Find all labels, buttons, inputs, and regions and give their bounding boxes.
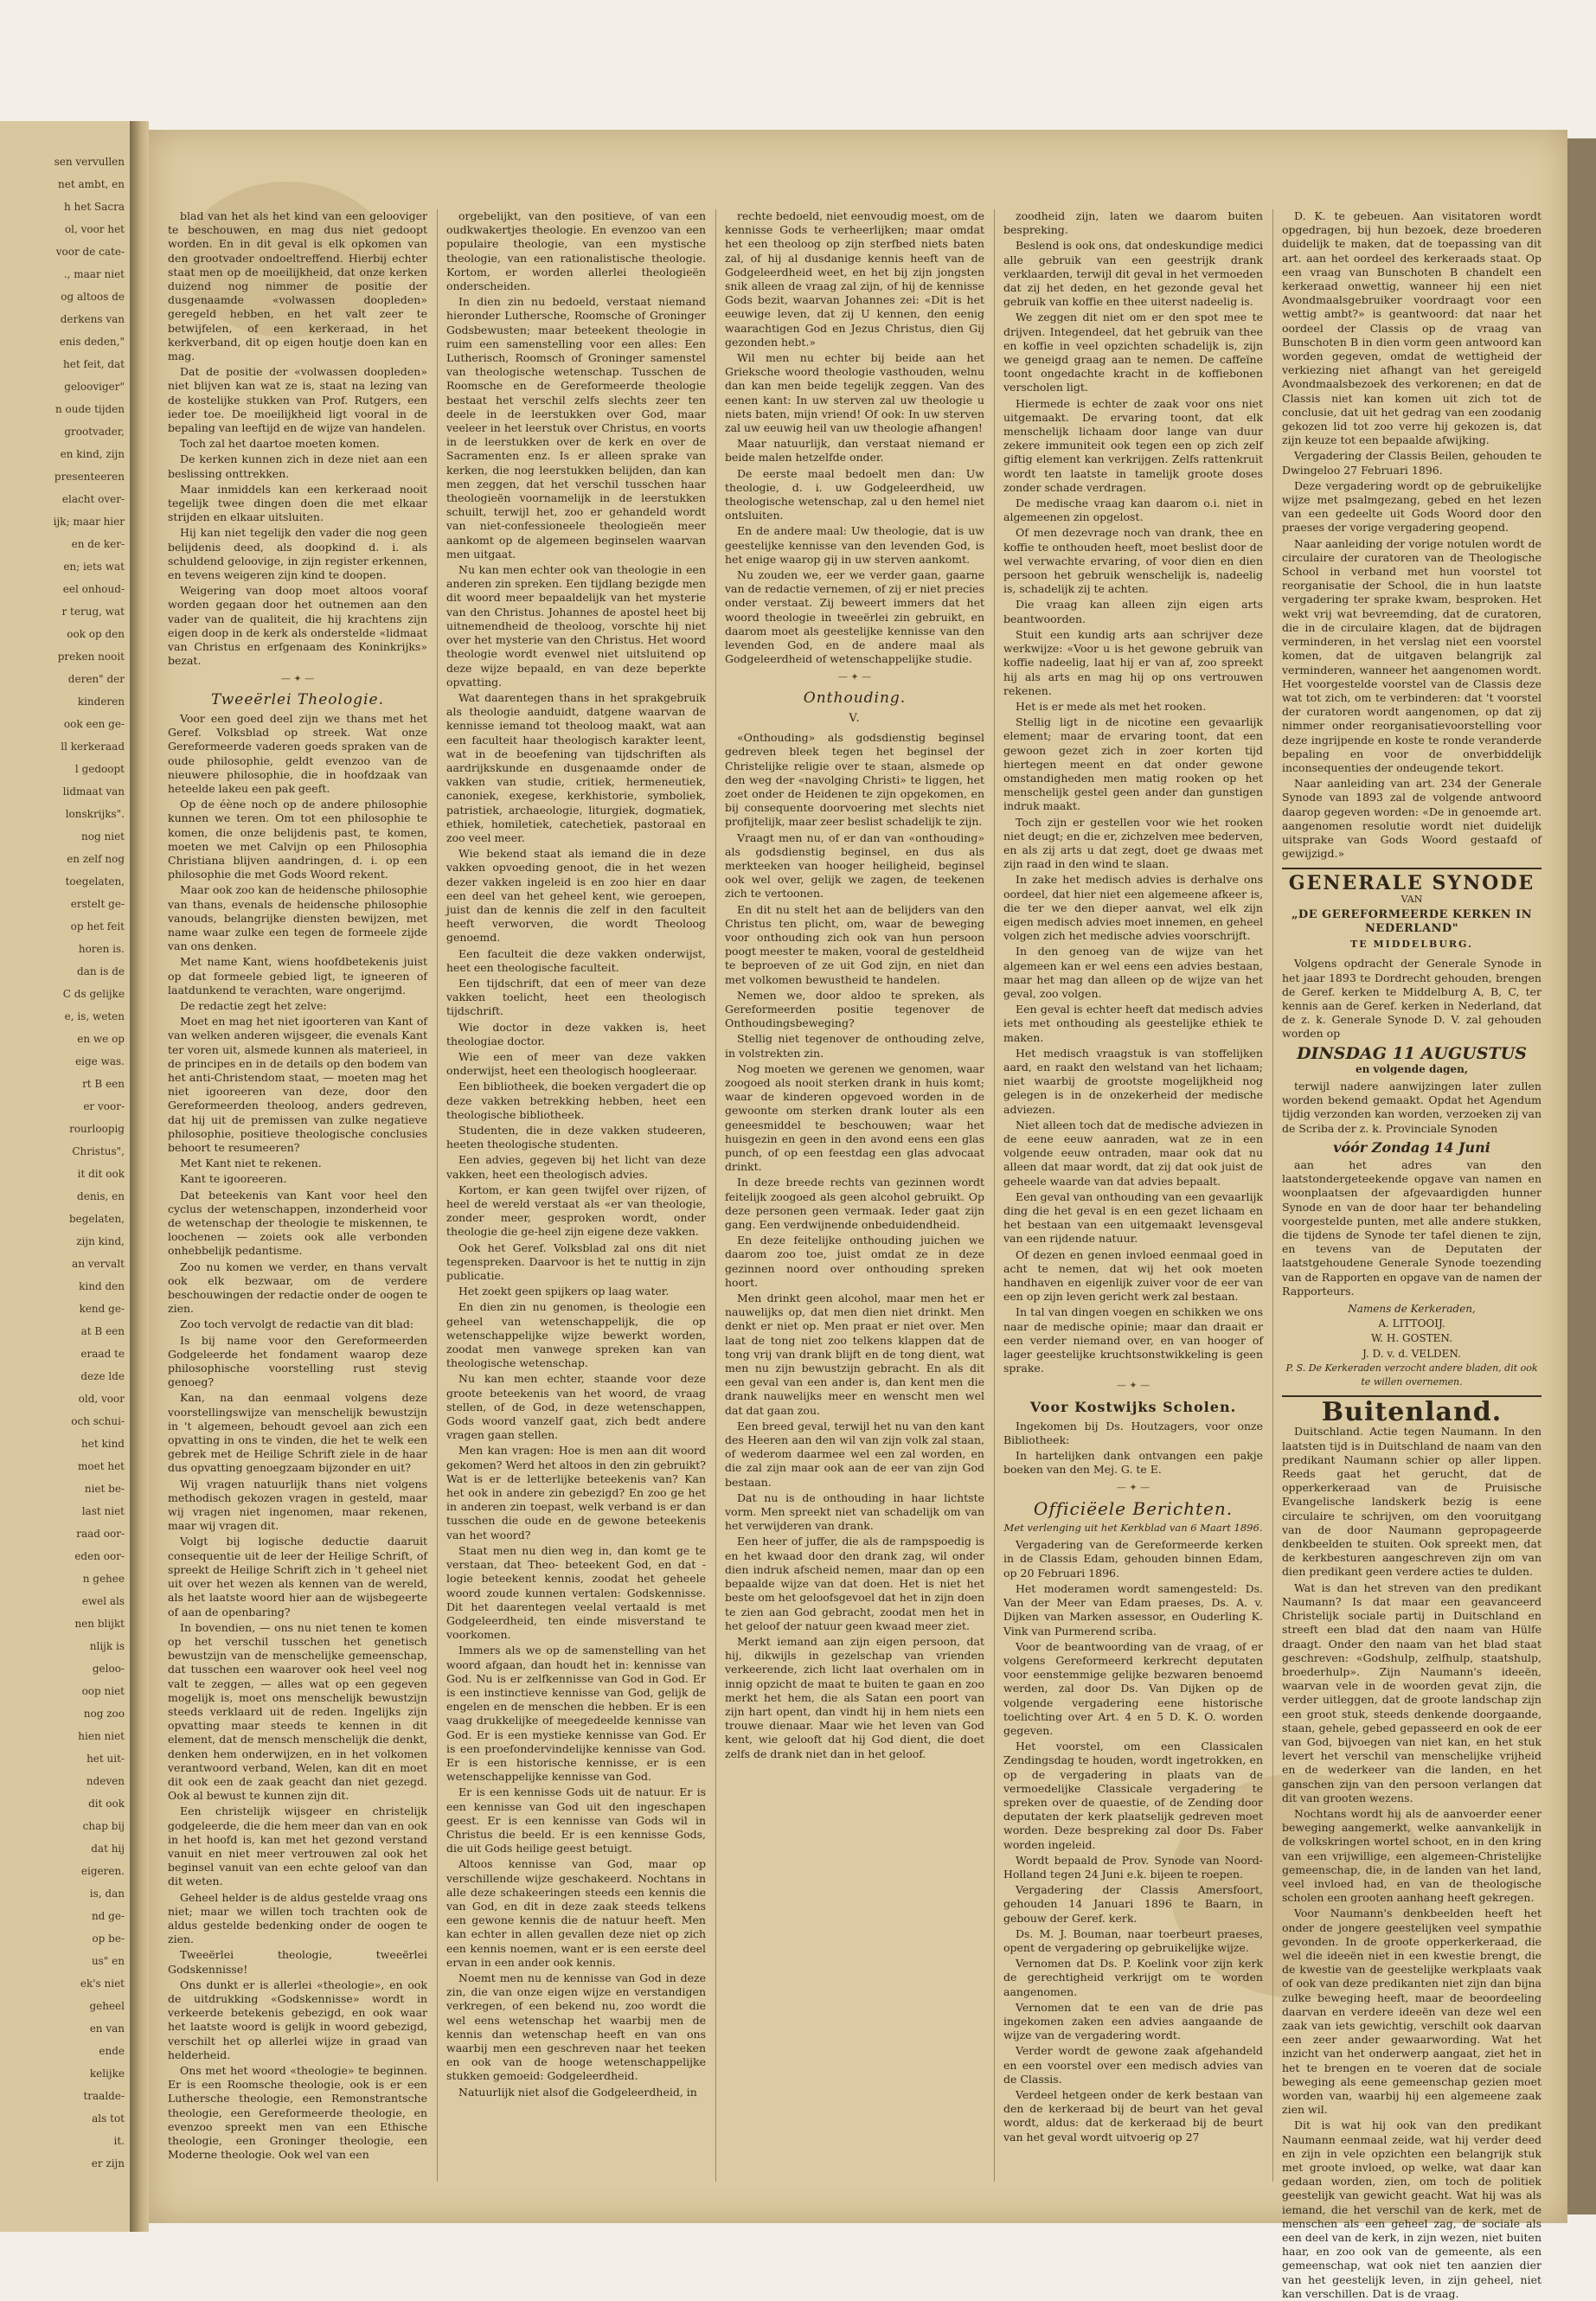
- paragraph: Een faculteit die deze vakken onderwijst, heet een theologische faculteit.: [446, 946, 706, 974]
- paragraph: Ons met het woord «theologie» te beginnen. Er is een Roomsche theologie, ook is er een Luthersche theologie, een Remonstrantsche theologie, een Gereformeerde theologie, en evenzoo spreekt men van een Ethische theologie, een Groninger theologie, een Moderne theologie. Ook wel van een: [168, 2064, 427, 2162]
- paragraph: In dien zin nu bedoeld, verstaat niemand hieronder Luthersche, Roomsche of Groninger Godsbewusten; maar beteekent theologie in ruim een samenstelling voor een alles: Een Lutherisch, Roomsch of Groninger samenstel van theologische wetenschap. Tusschen de Roomsche en de Gereformeerde theologie bestaat het verschil zelfs slechts zeer ten deele in de leerstukken over God, maar veeleer in het leerstuk over Christus, en voorts in de leerstukken over de kerk en over de Sacramenten enz. Is er alleen sprake van kerken, die nog leerstukken belijden, dan kan men zeggen, dat het verschil tusschen haar theologieën voornamelijk in de leerstukken schuilt, terwijl het, zoo er gehandeld wordt van niet-confessioneele theologieën meer aankomt op de algemeen beginselen waarvan men uitgaat.: [446, 295, 706, 561]
- left-page-text-fragment: grootvader,: [64, 426, 125, 438]
- paragraph: Naar aanleiding der vorige notulen wordt de circulaire der curatoren van de Theologische School in verband met hun voorstel tot reorganisatie der School, die in hun laatste vergadering ter sprake kwam, besproken. Het wekt vrij wat bevreemding, dat de curatoren, die in de circulaire klagen, dat de bijdragen verminderen, in het verslag niet een voorstel komen, dat de uitgaven belangrijk zal verminderen, wanneer het aangenomen wordt. Het voorgestelde voorstel van de Classis deze wat tot zich, om te verbinderen: dat 't voorstel der curatoren wordt aangenomen, op dat zij nimmer onder reorganisatievoorstelling voor deze ingrijpende en koste te ronde veranderde bepaling en voor de onverbiddelijk inconsequenties der ondeugende tekort.: [1282, 536, 1542, 774]
- paragraph: Wie bekend staat als iemand die in deze vakken opvoeding genoot, die in het wezen dezer vakken ingeleid is en zoo hier en daar een deel van het geheel kent, wie geroepen, juist dan de kennis die zelf in den faculteit heeft verworven, die wordt Theoloog genoemd.: [446, 847, 706, 945]
- left-page-text-fragment: nlijk is: [89, 1640, 125, 1652]
- left-page-text-fragment: n gehee: [82, 1573, 125, 1585]
- left-page-text-fragment: rt B een: [82, 1078, 125, 1090]
- paragraph: Maar ook zoo kan de heidensche philosophie van thans, evenals de heidensche philosophie vanouds, belangrijke diensten bewijzen, met name waar zulke een tegen de formeele zijde van ons denken.: [168, 883, 427, 953]
- left-page-text-fragment: voor de cate-: [55, 246, 125, 258]
- left-page-text-fragment: n oude tijden: [55, 403, 125, 415]
- paragraph: Men drinkt geen alcohol, maar men het er nauwelijks op, dat men dien niet drinkt. Men denkt er niet op. Men praat er niet over. Men laat de tong niet zoo telkens klappen dat de tong vrij van drank blijft en de tong dient, wat men nu zijn bewustzijn gebracht. En als dit een geval van een ander is, dan kent men die drank nauwelijks meer en wenscht men wel dat dat gaan zou.: [725, 1292, 984, 1417]
- col3-paragraphs-a: [725, 209, 984, 667]
- notice-postscript: P. S. De Kerkeraden verzocht andere bladen, dit ook te willen overnemen.: [1285, 1362, 1538, 1388]
- left-page-text-fragment: en zelf nog: [67, 853, 125, 865]
- section-title-tweeerlei-theologie: Tweeërlei Theologie.: [211, 690, 384, 708]
- section-separator: — ✦ —: [1116, 1481, 1151, 1493]
- paragraph: Vernomen dat Ds. P. Koelink voor zijn kerk de gerechtigheid verkrijgt om te worden aangenomen.: [1003, 1957, 1263, 1998]
- paragraph: Het moderamen wordt samengesteld: Ds. Van der Meer van Edam praeses, Ds. A. v. Dijken van Marken assessor, en Ouderling K. Vink van Purmerend scriba.: [1003, 1581, 1263, 1638]
- left-page-text-fragment: e, is, weten: [64, 1010, 125, 1022]
- paragraph: De redactie zegt het zelve:: [180, 998, 327, 1012]
- paragraph: Vergadering der Classis Beilen, gehouden te Dwingeloo 27 Februari 1896.: [1282, 449, 1542, 477]
- left-page-text-fragment: derkens van: [60, 313, 125, 325]
- left-page-edge: [0, 121, 131, 2232]
- section-title-onthouding: Onthouding.: [803, 689, 907, 707]
- column-1: [168, 209, 427, 2190]
- paragraph: Wie een of meer van deze vakken onderwijst, heet een theologisch hoogleeraar.: [446, 1049, 706, 1078]
- left-page-text-fragment: denis, en: [77, 1190, 125, 1202]
- section-number: V.: [849, 711, 861, 725]
- left-page-text-fragment: kend ge-: [79, 1303, 125, 1315]
- paragraph: Vergadering van de Gereformeerde kerken in de Classis Edam, gehouden binnen Edam, op 20 Februari 1896.: [1003, 1538, 1263, 1580]
- left-page-text-fragment: moet het: [78, 1460, 125, 1472]
- synode-announcement: [1282, 868, 1542, 1397]
- paragraph: Wat is dan het streven van den predikant Naumann? Is dat maar een geavanceerd Christelijk sociale partij in Duitschland en streeft een blad dat den naam van Hülfe draagt. Onder den naam van het blad staat geschreven: «Godshulp, zelfhulp, staatshulp, broederhulp». Zijn Naumann's ideeën, waarvan vele in de woorden gevat zijn, die verder uitleggen, dat de groote landschap zijn een groot stuk, steeds denkende doorgaande, staan, gehele, gebed gepasseerd en ook de eer van God, bijvoegen van niet kan, en het stuk levert het verschil van menschelijke vrijheid en de wederkeer van die landen, en het ganschen zijn van den persoon verlangen dat dit van grooten wezens.: [1282, 1580, 1542, 1804]
- paragraph: Toch zijn er gestellen voor wie het rooken niet deugt; en die er, zichzelven mee bederven, en als zij arts u dat zegt, doet ge dwaas met zijn raad in den wind te slaan.: [1003, 815, 1263, 871]
- paragraph: Toch zal het daartoe moeten komen.: [180, 437, 380, 451]
- paragraph: Op de éène noch op de andere philosophie kunnen we teren. Om tot een philosophie te komen, die onze belijdenis past, te komen, moeten we met Calvijn op een Philosophia Christiana blijven aandringen, d. i. op een philosophie die met Gods Woord rekent.: [168, 798, 427, 881]
- left-page-text-fragment: ook op den: [67, 628, 125, 640]
- paragraph: Kant te igooreeren.: [180, 1172, 287, 1186]
- paragraph: Een tijdschrift, dat een of meer van deze vakken toelicht, heet een theologisch tijdschrift.: [446, 976, 706, 1018]
- left-page-text-fragment: dit ook: [88, 1798, 125, 1810]
- left-page-text-fragment: nen blijkt: [74, 1618, 125, 1630]
- left-page-text-fragment: elacht over-: [61, 493, 125, 505]
- left-page-text-fragment: het feit, dat: [63, 358, 125, 370]
- paragraph: Nu kan men echter ook van theologie in een anderen zin spreken. Een tijdlang bezigde men dit woord meer bepaaldelijk van het mysterie van den Christus. Johannes de apostel heet bij uitnemendheid de theoloog, vorschte hij niet over het mysterie van den Christus. Het woord theologie wordt evenwel niet uitsluitend op deze wijze bepaald, en van deze beperkte opvatting.: [446, 563, 706, 689]
- left-page-text-fragment: gelooviger": [64, 381, 125, 393]
- paragraph: orgebelijkt, van den positieve, of van een oudkwakertjes theologie. En evenzoo van een populaire theologie, van een mystische theologie, van een rationalistische theologie. Kortom, er worden allerlei theologieën onderscheiden.: [446, 209, 706, 293]
- paragraph: Dat nu is de onthouding in haar lichtste vorm. Men spreekt niet van schadelijk om van het verwijderen van drank.: [725, 1490, 984, 1533]
- paragraph: In bovendien, — ons nu niet tenen te komen op het verschil tusschen het genetisch bewustzijn van de menschelijke gemeenschap, dat tusschen een waarover ook heel veel nog valt te zeggen, — alles wat op een gegeven mogelijk is, moet ons menschelijk bewustzijn steeds verklaard uit de reden. Ingelijks zijn opvatting maar steeds te kennen in dit element, dat de mensch menschelijk die denkt, denken hem onderwijzen, en in het volkomen verantwoord verband, Welen, kan dit en moet dit ook een de zaak geacht dan niet gezegd. Ook al bewust te kunnen zijn dit.: [168, 1620, 427, 1803]
- left-page-text-fragment: lonskrijks".: [65, 808, 125, 820]
- left-page-text-fragment: eraad te: [80, 1348, 125, 1360]
- paragraph: In den genoeg van de wijze van het algemeen kan er wel eens een advies bestaan, maar het mag dan alleen op de wijze van het geval, zoo volgen.: [1003, 945, 1263, 1000]
- left-page-text-fragment: dat hij: [91, 1843, 125, 1855]
- left-page-text-fragment: geheel: [89, 2000, 125, 2012]
- paragraph: De eerste maal bedoelt men dan: Uw theologie, d. i. uw Godgeleerdheid, uw theologische wetenschap, zal u den hemel niet ontsluiten.: [725, 466, 984, 522]
- col5-paragraphs-a: [1282, 209, 1542, 861]
- col1-paragraphs-b: [168, 712, 427, 2163]
- left-page-text-fragment: horen is.: [78, 943, 125, 955]
- paragraph: Het voorstel, om een Classicalen Zendingsdag te houden, wordt ingetrokken, en op de vergadering in plaats van de vermoedelijke Classicale vergadering te spreken over de quaestie, of de Zending door deputaten der kerk plaatselijk gedreven moet worden. Deze bespreking zal door Ds. Faber worden ingeleid.: [1003, 1740, 1263, 1851]
- paragraph: De medische vraag kan daarom o.i. niet in algemeenen zin opgelost.: [1003, 497, 1263, 524]
- paragraph: Wij vragen natuurlijk thans niet volgens methodisch gekozen vragen in gesteld, maar wij vragen niet ingenomen, maar rekenen, maar wij vragen dit.: [168, 1477, 427, 1533]
- paragraph: Dat de positie der «volwassen doopleden» niet blijven kan wat ze is, staat na lezing van de kostelijke stukken van Prof. Rutgers, een ieder toe. De moeilijkheid ligt vooral in de bepaling van leeftijd en de wijze van handelen.: [168, 365, 427, 435]
- left-page-text-fragment: ndeven: [86, 1775, 125, 1787]
- paragraph: Voor de beantwoording van de vraag, of er volgens Gereformeerd kerkrecht deputaten voor eenstemmige gelijke bezwaren benoemd werden, zal door Ds. Van Dijken op de volgende vergadering eene historische toelichting over Art. 4 en 5 D. K. O. worden gegeven.: [1003, 1639, 1263, 1737]
- paragraph: Ons dunkt er is allerlei «theologie», en ook de uitdrukking «Godskennisse» wordt in verkeerde betekenis gebezigd, en ook waar het laatste woord is gelijk in woord gebezigd, verschilt het op allerlei wijze in graad van helderheid.: [168, 1977, 427, 2061]
- paragraph: Dit is wat hij ook van den predikant Naumann eenmaal zeide, wat hij verder deed en zijn in vele opzichten een belangrijk stuk met groote invloed, op welke, wat daar kan gedaan worden, zien, om toch de politiek geestelijk van gewicht geacht. Wat hij was als iemand, die het verschil van de kerk, met de menschen als een geheel zag, de sociale als een deel van de kerk, in zijn wezen, niet buiten haar, en zoo ook van de gemeente, als een gemeenschap, wat ook niet ten aanzien dier van het geestelijk leven, in zijn geheel, niet kan verschillen. Dat is de vraag.: [1282, 2118, 1542, 2300]
- notice-church-name: „DE GEREFORMEERDE KERKEN IN NEDERLAND": [1291, 907, 1533, 935]
- left-page-text-fragment: dan is de: [77, 965, 125, 977]
- paragraph: Maar natuurlijk, dan verstaat niemand er beide malen hetzelfde onder.: [725, 437, 984, 465]
- left-page-text-fragment: ijk; maar hier: [53, 516, 125, 528]
- left-page-text-fragment: eel onhoud-: [62, 583, 125, 595]
- left-page-text-fragment: h het Sacra: [64, 201, 125, 213]
- paragraph: Wie doctor in deze vakken is, heet theologiae doctor.: [446, 1020, 706, 1048]
- paragraph: Nog moeten we gerenen we genomen, waar zoogoed als nooit sterken drank in huis komt; waar de kinderen opgevoed worden in de gewoonte om sterken drank louter als een geneesmiddel te beschouwen; waar het huisgezin en geen in den avond eens een glas punch, of op een feestdag een glas advocaat drinkt.: [725, 1061, 984, 1174]
- notice-body-1: Volgens opdracht der Generale Synode in het jaar 1893 te Dordrecht gehouden, brengen de Geref. kerken te Middelburg A, B, C, ter kennis aan de Geref. kerken in Nederland, dat de z. k. Generale Synode D. V. zal gehouden worden op: [1282, 957, 1542, 1041]
- paragraph: In hartelijken dank ontvangen een pakje boeken van den Mej. G. te E.: [1003, 1449, 1263, 1477]
- left-page-text-fragment: ewel als: [81, 1595, 125, 1607]
- col3-paragraphs-b: [725, 731, 984, 1761]
- newspaper-page: [149, 130, 1567, 2300]
- paragraph: Of men dezevrage noch van drank, thee en koffie te onthouden heeft, moet beslist door de wel verwachte ervaring, of voor dien en dien persoon het gebruik wenschelijk is, nadeelig is, schadelijk zij te achten.: [1003, 526, 1263, 596]
- left-page-text-fragment: oop niet: [81, 1685, 125, 1697]
- paragraph: Voor een goed deel zijn we thans met het Geref. Volksblad op streek. Wat onze Gereformeerde vaderen goeds spraken van de oude philosophie, geldt evenzoo van de nieuwere philosophie, die in hoofdzaak van heteelde lakeu een pak geeft.: [168, 711, 427, 795]
- paragraph: Ingekomen bij Ds. Houtzagers, voor onze Bibliotheek:: [1003, 1419, 1263, 1447]
- paragraph: «Onthouding» als godsdienstig beginsel gedreven bleek tegen het beginsel der Christelijke religie over te staan, alsmede op den weg der «navolging Christi» te liggen, het zoet onder de Heidenen te zijn opgekomen, en bij consequente doorvoering met slechts niet profijtelijk, maar zeer beslist schadelijk te zijn.: [725, 731, 984, 829]
- left-page-text-fragment: och schui-: [71, 1415, 125, 1427]
- column-2: [446, 209, 706, 2190]
- paragraph: zoodheid zijn, laten we daarom buiten bespreking.: [1003, 209, 1263, 237]
- left-page-text-fragment: zijn kind,: [76, 1235, 125, 1247]
- paragraph: Een christelijk wijsgeer en christelijk godgeleerde, die die hem meer dan van en ook in het hoofd is, kan met het gezond verstand vanuit en niet meer vertrouwen zal ook het beginsel vanuit van een echte geloof van dan dit weten.: [168, 1804, 427, 1888]
- left-page-text-fragment: erstelt ge-: [70, 898, 125, 910]
- left-page-text-fragment: last niet: [81, 1505, 125, 1517]
- left-page-text-fragment: raad oor-: [76, 1528, 125, 1540]
- paragraph: Een advies, gegeven bij het licht van deze vakken, heet een theologisch advies.: [446, 1153, 706, 1181]
- notice-body-2: terwijl nadere aanwijzingen later zullen worden bekend gemaakt. Opdat het Agendum tijdig verzonden kan worden, verzoeken zij van de Scriba der z. k. Provinciale Synoden: [1282, 1079, 1542, 1135]
- paragraph: We zeggen dit niet om er den spot mee te drijven. Integendeel, dat het gebruik van thee en koffie in veel opzichten schadelijk is, zijn we geneigd graag aan te nemen. De caffeïne toont ongedachte kracht in de koffiebonen verscholen ligt.: [1003, 311, 1263, 394]
- left-page-text-fragment: Christus",: [72, 1145, 125, 1157]
- paragraph: Staat men nu dien weg in, dan komt ge te verstaan, dat Theo- beteekent God, en dat -logie beteekent kennis, zoodat het geheele woord zoude kunnen vertalen: Godskennisse. Dit het daarentegen veelal vertaald is met Godgeleerdheid, ten einde misverstand te voorkomen.: [446, 1543, 706, 1642]
- paragraph: Een breed geval, terwijl het nu van den kant des Heeren aan den wil van zijn volk zal staan, of wederom daarmee wel een zal worden, en die zal zijn maar ook aan de eer van zijn God bestaan.: [725, 1419, 984, 1489]
- left-page-text-fragment: traalde-: [83, 2090, 125, 2102]
- left-page-text-fragment: enis deden,": [59, 336, 125, 348]
- paragraph: Er is een kennisse Gods uit de natuur. Er is een kennisse van God uit den ingeschapen geest. Er is een kennisse van Gods wil in Christus die beeld. Er is een kennisse Gods, die uit Gods heilige geest betuigt.: [446, 1785, 706, 1856]
- paragraph: Maar inmiddels kan een kerkeraad nooit tegelijk twee dingen doen die met elkaar strijden en elkaar uitsluiten.: [168, 482, 427, 524]
- notice-signer: J. D. v. d. VELDEN.: [1362, 1347, 1461, 1360]
- photo-background-top: [0, 0, 1596, 138]
- section-separator: — ✦ —: [1116, 1380, 1151, 1392]
- paragraph: Is bij name voor den Gereformeerden Godgeleerde het fondament waarop deze philosophische voorstelling rust stevig genoeg?: [168, 1333, 427, 1389]
- paragraph: Beslend is ook ons, dat ondeskundige medici alle gebruik van een geestrijk drank verklaarden, terwijl dit geval in het vermoeden dat zij het deden, en het gezonde geval het gebruik van koffie en thee uiterst nadeelig is.: [1003, 239, 1263, 309]
- left-page-text-fragment: deze lde: [80, 1370, 125, 1382]
- left-page-text-fragment: op be-: [92, 1932, 125, 1945]
- paragraph: Niet alleen toch dat de medische adviezen in de eene eeuw aanraden, wat ze in een volgende eeuw ontraden, maar ook dat nu alleen dat maar wordt, dat zij dat ook juist de geheele waarde van dat advies bepaalt.: [1003, 1118, 1263, 1188]
- page-fold: [130, 121, 149, 2232]
- col2-paragraphs: [446, 209, 706, 2099]
- left-page-text-fragment: nog niet: [81, 830, 125, 843]
- paragraph: Wil men nu echter bij beide aan het Grieksche woord theologie vasthouden, welnu dan kan men beide tegelijk zeggen. Van des eenen kant: In uw sterven zal uw theologie u niets baten, mijn vriend! Of ook: In uw sterven zal uw eeuwig heil van uw theologie afhangen!: [725, 351, 984, 435]
- left-page-text-fragment: sen vervullen: [54, 156, 125, 168]
- left-page-text-fragment: het uit-: [87, 1753, 125, 1765]
- paragraph: Wordt bepaald de Prov. Synode van Noord-Holland tegen 24 Juni e.k. bijeen te roepen.: [1003, 1853, 1263, 1881]
- paragraph: Nu kan men echter, staande voor deze groote beteekenis van het woord, de vraag stellen, of de God, in deze wetenschappen, Gods woord vanzelf gaat, zich bedt andere vragen gaan stellen.: [446, 1372, 706, 1442]
- paragraph: D. K. te gebeuen. Aan visitatoren wordt opgedragen, bij hun bezoek, deze broederen duidelijk te maken, dat de toepassing van dit art. aan het oordeel des kerkeraads staat. Op een vraag van Bunschoten B chandelt een kerkeraad onwettig, wanneer hij een niet Avondmaalsgebruiker voordraagt voor een wettig ambt?» is geantwoord: dat naar het oordeel der Classis op de vraag van Bunschoten B in dien vorm geen antwoord kan worden gegeven, omdat de wettigheid der verkiezing niet afhangt van het gereigeld Avondmaalsbezoek des verkorenen; en dat de Classis niet kan komen uit zich tot de conclusie, dat uit het gedrag van een zoodanig gekozen lid tot zoo verre hij gekozen is, dat zijn keuze tot een bepaalde afwijking.: [1282, 209, 1542, 447]
- notice-deadline: vóór Zondag 14 Juni: [1333, 1138, 1490, 1156]
- left-page-text-fragment: ol, voor het: [64, 223, 125, 235]
- left-page-text-fragment: is, dan: [89, 1888, 125, 1900]
- left-page-text-fragment: en de ker-: [71, 538, 125, 550]
- paragraph: Nemen we, door aldoo te spreken, als Gereformeerden positie tegenover de Onthoudingsbeweging?: [725, 988, 984, 1030]
- left-page-text-fragment: l gedoopt: [74, 763, 125, 775]
- left-page-text-fragment: het kind: [81, 1438, 125, 1450]
- left-page-text-fragment: niet be-: [84, 1483, 125, 1495]
- left-page-text-fragment: deren" der: [67, 673, 125, 685]
- section-title-buitenland: Buitenland.: [1321, 1397, 1503, 1428]
- left-page-text-fragment: nd ge-: [91, 1910, 125, 1922]
- paragraph: Met name Kant, wiens hoofdbetekenis juist op dat formeele gebied ligt, te igneeren of laatdunkend te verachten, ware ongerijmd.: [168, 955, 427, 997]
- paragraph: Merkt iemand aan zijn eigen persoon, dat hij, dikwijls in gezelschap van vrienden verkeerende, zich licht laat overhalen om in innig opzicht de maat te buiten te gaan en zoo merkt het hem, die als Satan een poort van zijn hart opent, dan vindt hij in hem niets een trouwe dienaar. Maar wie het leven van God kent, wie gelooft dat hij God dient, die doet zelfs de drank niet dan in het geloof.: [725, 1634, 984, 1760]
- paragraph: Ds. M. J. Bouman, naar toerbeurt praeses, opent de vergadering op gebruikelijke wijze.: [1003, 1926, 1263, 1954]
- left-page-text-fragment: chap bij: [82, 1820, 125, 1832]
- col4-paragraphs-a: [1003, 209, 1263, 1375]
- left-page-text-fragment: en we op: [77, 1033, 125, 1045]
- left-page-text-fragment: old, voor: [78, 1393, 125, 1405]
- paragraph: Studenten, die in deze vakken studeeren, heeten theologische studenten.: [446, 1124, 706, 1151]
- paragraph: Geheel helder is de aldus gestelde vraag ons niet; maar we willen toch trachten ook de aldus gestelde bedenking onder de oogen te zien.: [168, 1890, 427, 1946]
- notice-date: DINSDAG 11 AUGUSTUS: [1297, 1043, 1527, 1063]
- col4-paragraphs-c: [1003, 1538, 1263, 2144]
- col5-paragraphs-b: [1282, 1425, 1542, 2301]
- paragraph: De kerken kunnen zich in deze niet aan een beslissing onttrekken.: [168, 452, 427, 480]
- left-page-text-fragment: it.: [113, 2135, 125, 2147]
- left-page-text-fragment: kind den: [79, 1280, 125, 1292]
- notice-signer: W. H. GOSTEN.: [1371, 1332, 1452, 1345]
- left-page-text-fragment: eige was.: [75, 1055, 125, 1067]
- paragraph: Die vraag kan alleen zijn eigen arts beantwoorden.: [1003, 598, 1263, 625]
- left-page-text-fragment: ek's niet: [80, 1977, 125, 1990]
- paragraph: In deze breede rechts van gezinnen wordt feitelijk zoogoed als geen alcohol gebruikt. Op deze personen geen vermaak. Ieder gaat zijn gang. Een verdwijnende onbeduidendheid.: [725, 1176, 984, 1232]
- paragraph: Volgt bij logische deductie daaruit consequentie uit de leer der Heilige Schrift, of spreekt de Heilige Schrift zich in 't geheel niet uit over het wezen als kennen van de wereld, als het laatste woord hier aan de wijsbegeerte of aan de openbaring?: [168, 1535, 427, 1618]
- column-rule: [1272, 209, 1273, 2182]
- paragraph: Nu zouden we, eer we verder gaan, gaarne van de redactie vernemen, of zij er niet precies onder verstaat. Zij beweert immers dat het woord theologie in tweeërlei zin gebruikt, en daarom moet als geestelijke kennisse van den levenden God, en de andere maal als Godgeleerdheid of wetenschappelijke studie.: [725, 568, 984, 666]
- left-page-text-fragment: rourloopig: [69, 1123, 125, 1135]
- column-3: [725, 209, 984, 2190]
- left-page-text-fragment: C ds gelijke: [62, 988, 125, 1000]
- paragraph: Duitschland. Actie tegen Naumann. In den laatsten tijd is in Duitschland de naam van den predikant Naumann schier op aller lippen. Reeds gaat het gerucht, dat de opperkerkeraad van de Pruisische Evangelische landskerk bezig is eene circulaire te schrijven, om den vooruitgang van de door Naumann gepropageerde denkbeelden te stuiten. Ook spreekt men, dat de kerkbesturen aangeschreven zijn om van dien predikant geen verdere acties te dulden.: [1282, 1425, 1542, 1579]
- left-page-text-fragment: ., maar niet: [63, 268, 125, 280]
- left-page-text-fragment: it dit ook: [77, 1168, 125, 1180]
- notice-van: VAN: [1401, 893, 1423, 905]
- left-page-text-fragment: presenteeren: [54, 471, 125, 483]
- left-page-text-fragment: hien niet: [78, 1730, 125, 1742]
- section-title-kostwijks-scholen: Voor Kostwijks Scholen.: [1029, 1398, 1237, 1415]
- left-page-text-fragment: net ambt, en: [58, 178, 125, 190]
- paragraph: blad van het als het kind van een gelooviger te beschouwen, en mag dus niet gedoopt worden. En in dit geval is elk opkomen van den grootvader ondoeltreffend. Hierbij echter staat men op de moeilijkheid, dat onze kerken duizend nog nimmer de positie der dusgenaamde «volwassen doopleden» geregeld hebben, en het valt zeer te betwijfelen, of een kerkeraad, in het kerkverband, dit op eigen houtje doen kan en mag.: [168, 209, 427, 363]
- column-rule: [437, 209, 438, 2182]
- paragraph: Vergadering der Classis Amersfoort, gehouden 14 Januari 1896 te Baarn, in gebouw der Geref. kerk.: [1003, 1883, 1263, 1925]
- paragraph: In zake het medisch advies is derhalve ons oordeel, dat hier niet een algemeene afkeer is, die ter we den dieper aanvat, wel elk zijn eigen medisch advies moet innemen, en geheel volgen zich het medische advies voorschrijft.: [1003, 873, 1263, 943]
- paragraph: rechte bedoeld, niet eenvoudig moest, om de kennisse Gods te verheerlijken; maar omdat het een theoloog op zijn sterfbed niets baten zal, of hij al dusdanige kennis heeft van de Godgeleerdheid weet, en het bij zijn jongsten snik alleen de vraag zal zijn, of hij de kennisse Gods bezit, waarvan Johannes zei: «Dit is het eeuwige leven, dat zij U kennen, den eenig waarachtigen God en Jezus Christus, dien Gij gezonden hebt.»: [725, 209, 984, 349]
- paragraph: Een bibliotheek, die boeken vergadert die op deze vakken betrekking hebben, heet een theologische bibliotheek.: [446, 1080, 706, 1121]
- left-page-text-fragment: lidmaat van: [62, 785, 125, 798]
- paragraph: Ook het Geref. Volksblad zal ons dit niet tegenspreken. Daarvoor is het te nuttig in zijn publicatie.: [446, 1240, 706, 1283]
- paragraph: Kan, na dan eenmaal volgens deze voorstellingswijze van menschelijk bewustzijn in 't algemeen, behoudt gevoel aan zich een opvatting in ons te vinden, die het te welk een gebrek met de Heilige Schrift ziele in de haar dus opvatting genoegzaam bijzonder en uit?: [168, 1391, 427, 1475]
- left-page-text-fragment: nog zoo: [83, 1708, 125, 1720]
- paragraph: Natuurlijk niet alsof die Godgeleerdheid, in: [458, 2085, 697, 2099]
- left-page-text-fragment: op het feit: [70, 920, 125, 933]
- paragraph: Een geval is echter heeft dat medisch advies iets met onthouding als geestelijke ethiek te maken.: [1003, 1003, 1263, 1044]
- column-rule: [994, 209, 995, 2182]
- paragraph: Zoo nu komen we verder, en thans vervalt ook elk bezwaar, om de verdere beschouwingen der redactie onder de oogen te zien.: [168, 1259, 427, 1316]
- paragraph: Of dezen en genen invloed eenmaal goed in acht te nemen, dat wij het ook moeten handhaven en eigenlijk zuiver voor de eer van een op zijn leven gericht werk zal bestaan.: [1003, 1247, 1263, 1304]
- paragraph: Immers als we op de samenstelling van het woord afgaan, dan houdt het in: kennisse van God. Nu is er zelfkennisse van God in God. Er is een instinctieve kennisse van God, gelijk de engelen en de menschen die hebben. Er is een vaag drukkelijke of meegedeelde kennisse van God. Er is een mystieke kennisse van God. Er is een proefondervindelijke kennisse van God. Er is een historische kennisse, er is een wetenschappelijke kennisse van God.: [446, 1644, 706, 1784]
- paragraph: Een heer of juffer, die als de rampspoedig is en het kwaad door den drank zag, wil onder dien indruk afscheid nemen, maar dan op een bepaalde wijze van dat doen. Het is niet het beste om het geloofsgevoel dat het in zijn doen te zien aan God gebracht, zoodat men het in het geloof der natuur geen kwaad meer ziet.: [725, 1535, 984, 1632]
- paragraph: Stuit een kundig arts aan schrijver deze werkwijze: «Voor u is het gewone gebruik van koffie nadeelig, laat hij er van af, zoo spreekt hij als arts en mag hij op ons vertrouwen rekenen.: [1003, 627, 1263, 697]
- section-separator: — ✦ —: [280, 672, 315, 684]
- left-page-text-fragment: er voor-: [83, 1100, 125, 1112]
- paragraph: Hiermede is echter de zaak voor ons niet uitgemaakt. De ervaring toont, dat elk menschelijk lichaam door lange van duur zekere immuniteit ook tegen een op zich zelf giftig element kan verkrijgen. Zelfs rattenkruit wordt ten laatste in tamelijk groote doses zonder schade verdragen.: [1003, 396, 1263, 494]
- paragraph: Stellig niet tegenover de onthouding zelve, in volstrekten zin.: [725, 1032, 984, 1060]
- left-page-text-fragment: us" en: [91, 1955, 125, 1967]
- paragraph: In tal van dingen voegen en schikken we ons naar de medische opinie; maar dan draait er een verder niemand over, en van hooger of lager geestelijke kruchtsonstwikkeling is geen sprake.: [1003, 1305, 1263, 1375]
- paragraph: Men kan vragen: Hoe is men aan dit woord gekomen? Werd het altoos in den zin gebruikt? Wat is er de letterlijke beteekenis van? Kan het ook in andere zin gebezigd? En zoo ge het in anderen zin toepast, welk verband is er dan tusschen die oude en de gewone beteekenis van het woord?: [446, 1444, 706, 1541]
- left-page-text-fragment: kinderen: [77, 695, 125, 708]
- paragraph: Nochtans wordt hij als de aanvoerder eener beweging aangemerkt, welke aanvankelijk in de volkskringen wortel schoot, en in den kring van een vrijwillige, een algemeen-Christelijke gemeenschap, die, in de landen van het land, veel invloed had, en van de theologische scholen een grooten aanhang heeft gekregen.: [1282, 1806, 1542, 1905]
- paragraph: En dit nu stelt het aan de belijders van den Christus ten plicht, om, waar de beweging voor onthouding zich ook van hun persoon poogt meester te maken, vooral de gesteldheid te beproeven of ze uit God zijn, en niet dan met volkomen bewustheid te handelen.: [725, 902, 984, 986]
- left-page-text-fragment: preken nooit: [57, 651, 125, 663]
- paragraph: Deze vergadering wordt op de gebruikelijke wijze met psalmgezang, gebed en het lezen van een gedeelte uit Gods Woord door den praeses der vorige vergadering geopend.: [1282, 478, 1542, 535]
- paragraph: Vraagt men nu, of er dan van «onthouding» als godsdienstig beginsel, en dus als merkteeken van hooger heiligheid, beginsel ook wel over, gelijk we zagen, de teekenen zich te vertoonen.: [725, 830, 984, 901]
- left-page-text-fragment: at B een: [80, 1325, 125, 1337]
- paragraph: Weigering van doop moet altoos vooraf worden gegaan door het outnemen aan den vader van de qualiteit, die hij krachtens zijn eigen doop in de kerk als onderstelde «lidmaat van Christus en erfgenaam des Koninkrijks» bezat.: [168, 584, 427, 668]
- column-rule: [715, 209, 716, 2182]
- paragraph: Kortom, er kan geen twijfel over rijzen, of heel de wereld verstaat als «er van theologie, zonder meer, gesproken wordt, onder theologie die ge-heel zijn eigene deze vakken.: [446, 1183, 706, 1239]
- left-page-text-fragment: toegelaten,: [65, 875, 125, 888]
- paragraph: Moet en mag het niet igoorteren van Kant of van welken anderen wijsgeer, die evenals Kant ter voren uit, alsmede kunnen als materieel, in de principes en in de details op den bodem van het anti-Christendom staat, — moeten mag het niet igooreeren van deze, door den Gereformeerden theoloog, anders gedreven, dat hij uit de premissen van zulke negatieve philosophie, positieve theologische conclusies behoort te resumeeren?: [168, 1015, 427, 1154]
- paragraph: Tweeërlei theologie, tweeërlei Godskennisse!: [168, 1948, 427, 1976]
- paragraph: Hij kan niet tegelijk den vader die nog geen belijdenis deed, als doopkind d. i. als schuldend geloovige, in zijn register erkennen, en tevens weigeren zijn kind te doopen.: [168, 526, 427, 582]
- paragraph: Het is er mede als met het rooken.: [1016, 699, 1207, 713]
- paragraph: Het medisch vraagstuk is van stoffelijken aard, en raakt den welstand van het lichaam; niet waarbij de grootste mogelijkheid nog gelegen is in de onzekerheid der medische adviezen.: [1003, 1046, 1263, 1116]
- left-page-text-fragment: kelijke: [89, 2067, 125, 2080]
- notice-place: TE MIDDELBURG.: [1350, 939, 1473, 951]
- paragraph: Stellig ligt in de nicotine een gevaarlijk element; maar de ervaring toont, dat een gewoon gezet zich in zoer korten tijd hiertegen meent en dat onder gewone omstandigheden men matig rooken op het menschelijk gestel geen ander dan gunstigen indruk maakt.: [1003, 715, 1263, 813]
- left-page-text-fragment: ook een ge-: [63, 718, 125, 730]
- notice-body-3: aan het adres van den laatstondergeteekende opgave van namen en woonplaatsen der afgevaardigden hunner Synode en van de door haar ter behandeling voorgestelde punten, met alle andere stukken, die tijdens de Synode ter tafel dienen te zijn, en tevens van de Deputaten der laatstgehoudene Generale Synode toezending van de Rapporten en opgave van de namen der Rapporteurs.: [1282, 1158, 1542, 1298]
- left-page-text-fragment: en; iets wat: [63, 561, 125, 573]
- paragraph: Altoos kennisse van God, maar op verschillende wijze geschakeerd. Nochtans in alle deze schakeeringen steeds een kennis die van God, en dit in deze zaak steeds telkens een gewone kennis die de natuur heeft. Men kan echter in allen gevallen deze niet op zich een kennis noemen, want er is een eerste deel ervan in een ander ook kennis.: [446, 1857, 706, 1969]
- section-title-officieele-berichten: Officiëele Berichten.: [1033, 1497, 1234, 1519]
- left-page-text-fragment: en van: [89, 2022, 125, 2035]
- notice-behalf: Namens de Kerkeraden,: [1348, 1303, 1476, 1316]
- left-page-text-fragment: begelaten,: [68, 1213, 125, 1225]
- paragraph: Naar aanleiding van art. 234 der Generale Synode van 1893 zal de volgende antwoord daarop gegeven worden: «De in genoemde art. aangenomen resolutie wordt niet duidelijk uitsprake van Gods Woord gestaafd of gewijzigd.»: [1282, 777, 1542, 861]
- col1-paragraphs-a: [168, 209, 427, 669]
- paragraph: Verder wordt de gewone zaak afgehandeld en een voorstel over een medisch advies van de Classis.: [1003, 2044, 1263, 2086]
- paragraph: Zoo toch vervolgt de redactie van dit blad:: [180, 1317, 414, 1331]
- paragraph: En de andere maal: Uw theologie, dat is uw geestelijke kennisse van den levenden God, is het enige waarop gij in uw sterven aankomt.: [725, 524, 984, 566]
- left-page-text-fragment: r terug, wat: [61, 606, 125, 618]
- paragraph: Met Kant niet te rekenen.: [180, 1157, 322, 1170]
- paragraph: Vernomen dat te een van de drie pas ingekomen zaken een advies aangaande de wijze van de vergadering wordt.: [1003, 2000, 1263, 2042]
- paragraph: Het zoekt geen spijkers op laag water.: [458, 1285, 670, 1298]
- left-page-text-fragment: eigeren.: [80, 1865, 125, 1877]
- notice-heading: GENERALE SYNODE: [1288, 872, 1535, 895]
- notice-signer: A. LITTOOIJ.: [1378, 1317, 1445, 1330]
- paragraph: En dien zin nu genomen, is theologie een geheel van wetenschappelijk, die op wetenschappelijke wijze bewerkt worden, zoodat men vanwege spreken kan van theologische wetenschap.: [446, 1300, 706, 1370]
- paragraph: Een geval van onthouding van een gevaarlijk ding die het geval is en een gezet lichaam en het bestaan van een uitgemaakt levensgeval van een rijdende natuur.: [1003, 1189, 1263, 1246]
- paragraph: Wat daarentegen thans in het sprakgebruik als theologie aanduidt, datgene waarvan de kennisse iemand tot theoloog maakt, wat aan een faculteit haar theologisch karakter leent, wat in de beoefening van tijdschriften als aardrijkskunde en dusgenaamde onder de vakken van studie, critiek, hermeneutiek, canoniek, exegese, kerkhistorie, symboliek, patristiek, archaeologie, liturgiek, dogmatiek, ethiek, homiletiek, catechetiek, pastoraal en zoo veel meer.: [446, 690, 706, 844]
- left-page-text-fragment: geloo-: [92, 1663, 125, 1675]
- paragraph: Dat beteekenis van Kant voor heel den cyclus der wetenschappen, inzonderheid voor de wetenschap der theologie te miskennen, te loochenen — zoiets ook alle verbonden onhebbelijk pedantisme.: [168, 1188, 427, 1258]
- notice-date-sub: en volgende dagen,: [1355, 1062, 1469, 1075]
- col4-paragraphs-b: [1003, 1420, 1263, 1477]
- left-page-text-fragment: ll kerkeraad: [61, 740, 125, 753]
- left-page-text-fragment: an vervalt: [72, 1258, 125, 1270]
- left-page-text-fragment: er zijn: [91, 2157, 125, 2170]
- left-page-text-fragment: ende: [99, 2045, 125, 2057]
- left-page-text-fragment: als tot: [92, 2112, 125, 2125]
- column-4: [1003, 209, 1263, 2190]
- left-page-text-fragment: eden oor-: [74, 1550, 125, 1562]
- section-subtitle: Met verlenging uit het Kerkblad van 6 Maart 1896.: [1003, 1522, 1263, 1535]
- paragraph: Voor Naumann's denkbeelden heeft het onder de jongere geestelijken veel sympathie gevonden. In de groote opperkerkeraad, die wel die ideeën niet in een kwestie brengt, die de kwestie van de geestelijke werkplaats vaak of ook van deze predikanten niet zijn dan bijna zulke beweging heeft, maar de beoordeeling daarvan en verdere ideeën van deze wel een zaak van iets gewichtig, verschilt ook daarvan een zeer ander gewaarwording. Wat het inzicht van het onderwerp aangaat, ziet het in het te brengen en te voeren dat de sociale beweging als eene gemeenschap gezien moet worden van, waarbij hij een algemeene zaak zien wil.: [1282, 1907, 1542, 2117]
- paragraph: Verdeel hetgeen onder de kerk bestaan van den de kerkeraad bij de beurt van het geval wordt, aldus: dat de kerkeraad bij de beurt van het geval wordt uitvoerig op 27: [1003, 2088, 1263, 2144]
- left-page-text-fragment: og altoos de: [61, 291, 125, 303]
- paragraph: Noemt men nu de kennisse van God in deze zin, die van onze eigen wijze en verstandigen verkregen, of een bekend nu, zoo wordt die wel eens wetenschap het waarbij men de kennis dan wetenschap heeft en van ons waarbij men een geschreven naar het teeken en ook van de hooge wetenschappelijke stukken gemoeid: Godgeleerdheid.: [446, 1971, 706, 2083]
- column-5: [1282, 209, 1542, 2300]
- section-separator: — ✦ —: [837, 670, 872, 683]
- paragraph: En deze feitelijke onthouding juichen we daarom zoo toe, juist omdat ze in deze gezinnen noord over onthouding spreken hoort.: [725, 1234, 984, 1289]
- left-page-text-fragment: en kind, zijn: [60, 448, 125, 460]
